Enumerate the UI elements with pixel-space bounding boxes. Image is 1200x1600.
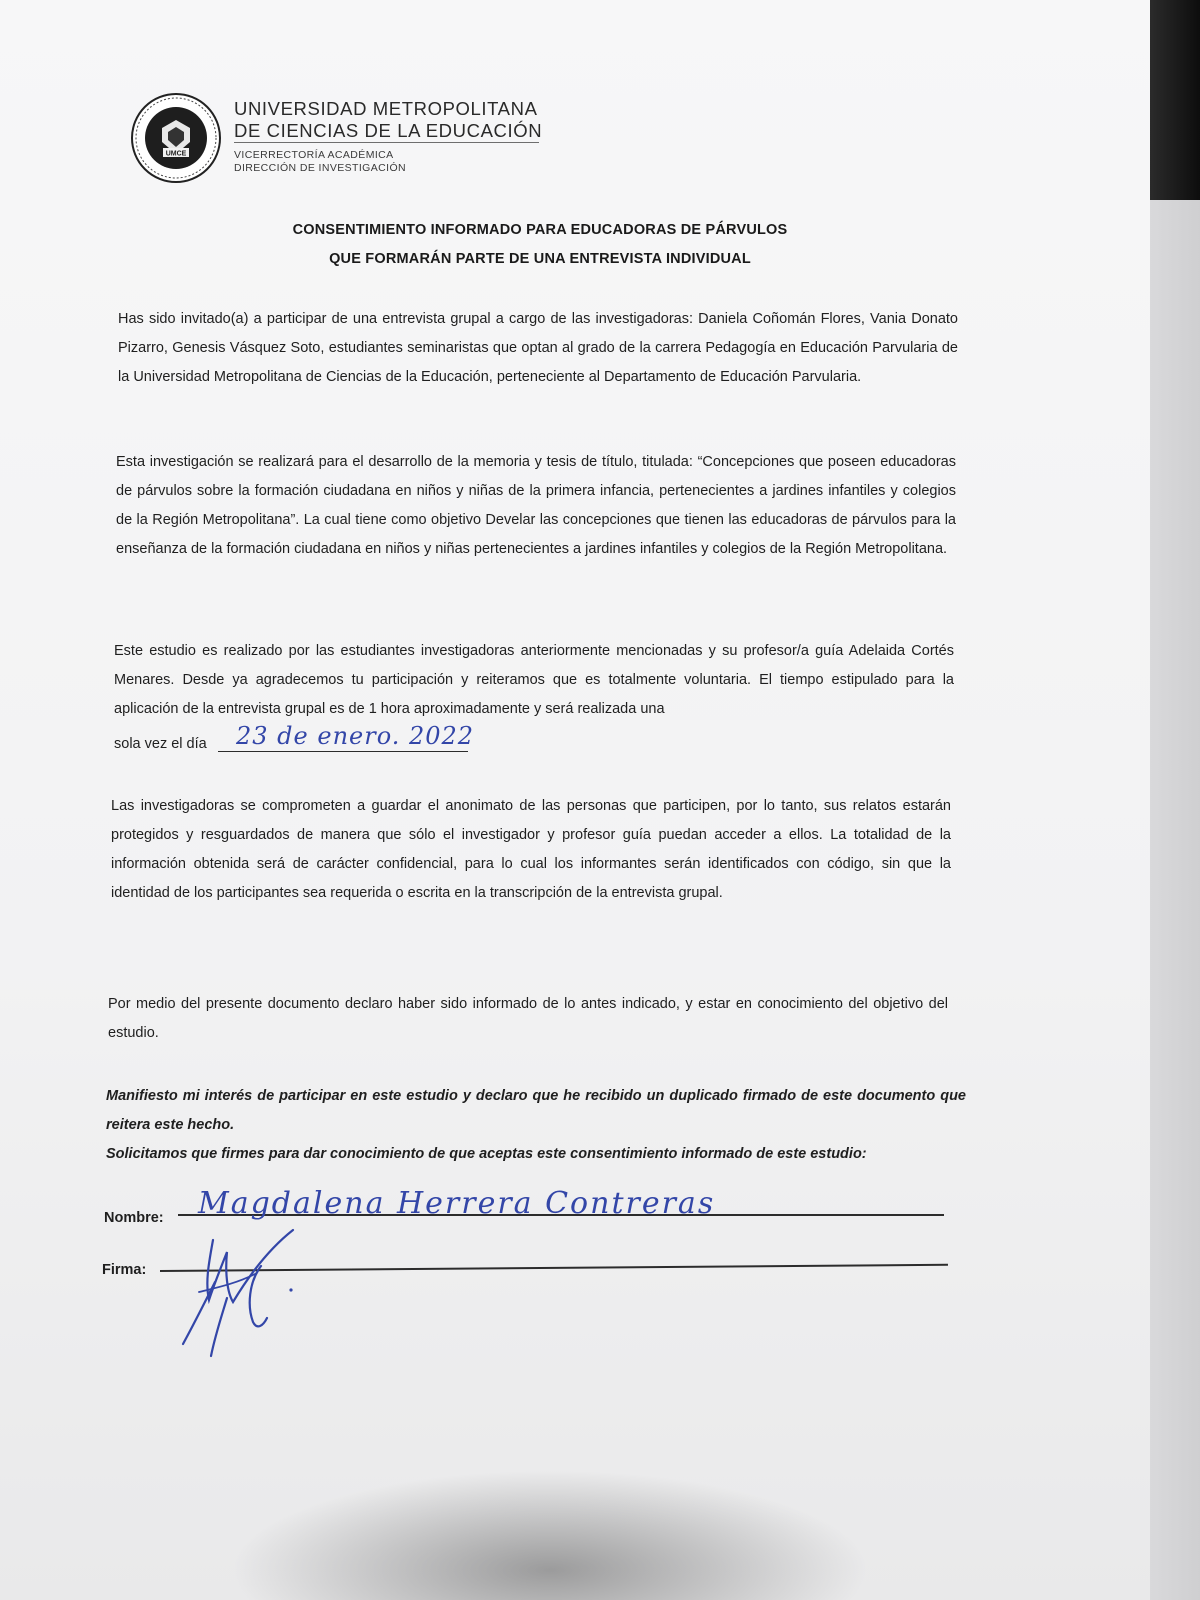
university-seal-icon	[130, 92, 222, 184]
department-line2: DIRECCIÓN DE INVESTIGACIÓN	[234, 161, 407, 174]
paragraph-study-text: Este estudio es realizado por las estudiantes investigadoras anteriormente mencionadas y su profesor/a guía Adelaida Cortés Menares. Desde ya agradecemos tu participación y reiteramos que es totalmente voluntaria. El tiempo estipulado para la aplicación de la entrevista grupal es de 1 hora aproximadamente y será realizada una	[114, 643, 954, 717]
paragraph-interest: Manifiesto mi interés de participar en este estudio y declaro que he recibido un duplicado firmado de este documento que reitera este hecho.	[106, 1088, 966, 1133]
seal-text: UMCE	[165, 150, 187, 158]
department-info	[234, 149, 406, 174]
photo-shadow	[230, 1470, 870, 1600]
university-name	[234, 98, 542, 142]
date-underline	[218, 751, 468, 752]
paragraph-research: Esta investigación se realizará para el desarrollo de la memoria y tesis de título, titulada: “Concepciones que poseen educadoras de párvulos sobre la formación ciudadana en niños y niñas de la primera infancia, pertenecientes a jardines infantiles y colegios de la Región Metropolitana”. La cual tiene como objetivo Develar las concepciones que tienen las educadoras de párvulos para la enseñanza de la formación ciudadana en niños y niñas pertenecientes a jardines infantiles y colegios de la Región Metropolitana.	[116, 454, 956, 557]
header-divider	[234, 142, 539, 143]
handwritten-date: 23 de enero. 2022	[236, 722, 475, 750]
paragraph-request: Solicitamos que firmes para dar conocimiento de que aceptas este consentimiento informado de este estudio:	[106, 1146, 867, 1162]
signature-label: Firma:	[102, 1262, 147, 1278]
handwritten-name: Magdalena Herrera Contreras	[198, 1186, 716, 1221]
document-title	[200, 216, 880, 274]
paragraph-anonymity: Las investigadoras se comprometen a guardar el anonimato de las personas que participen, por lo tanto, sus relatos estarán protegidos y resguardados de manera que sólo el investigador y profesor guía puedan acceder a ellos. La totalidad de la información obtenida será de carácter confidencial, para lo cual los informantes serán identificados con código, sin que la identidad de los participantes sea requerida o escrita en la transcripción de la entrevista grupal.	[111, 798, 951, 901]
date-line	[114, 730, 207, 759]
paragraph-invitation: Has sido invitado(a) a participar de una entrevista grupal a cargo de las investigadoras: Daniela Coñomán Flores, Vania Donato Pizarro, Genesis Vásquez Soto, estudiantes seminaristas que optan al grado de la carrera Pedagogía en Educación Parvularia de la Universidad Metropolitana de Ciencias de la Educación, perteneciente al Departamento de Educación Parvularia.	[118, 311, 958, 385]
signature-drawing	[175, 1222, 315, 1362]
title-line1: CONSENTIMIENTO INFORMADO PARA EDUCADORAS DE PÁRVULOS	[292, 222, 788, 238]
department-line1: VICERRECTORÍA ACADÉMICA	[234, 149, 394, 161]
title-line2: QUE FORMARÁN PARTE DE UNA ENTREVISTA INDIVIDUAL	[329, 251, 751, 267]
paragraph-declaration: Por medio del presente documento declaro haber sido informado de lo antes indicado, y estar en conocimiento del objetivo del estudio.	[108, 996, 948, 1041]
date-prefix: sola vez el día	[114, 736, 207, 752]
background-edge-light	[1150, 200, 1200, 1600]
university-name-line2: DE CIENCIAS DE LA EDUCACIÓN	[234, 120, 543, 141]
background-edge-dark	[1150, 0, 1200, 200]
paragraph-study	[114, 637, 954, 724]
name-label: Nombre:	[104, 1210, 164, 1226]
university-name-line1: UNIVERSIDAD METROPOLITANA	[234, 98, 538, 119]
